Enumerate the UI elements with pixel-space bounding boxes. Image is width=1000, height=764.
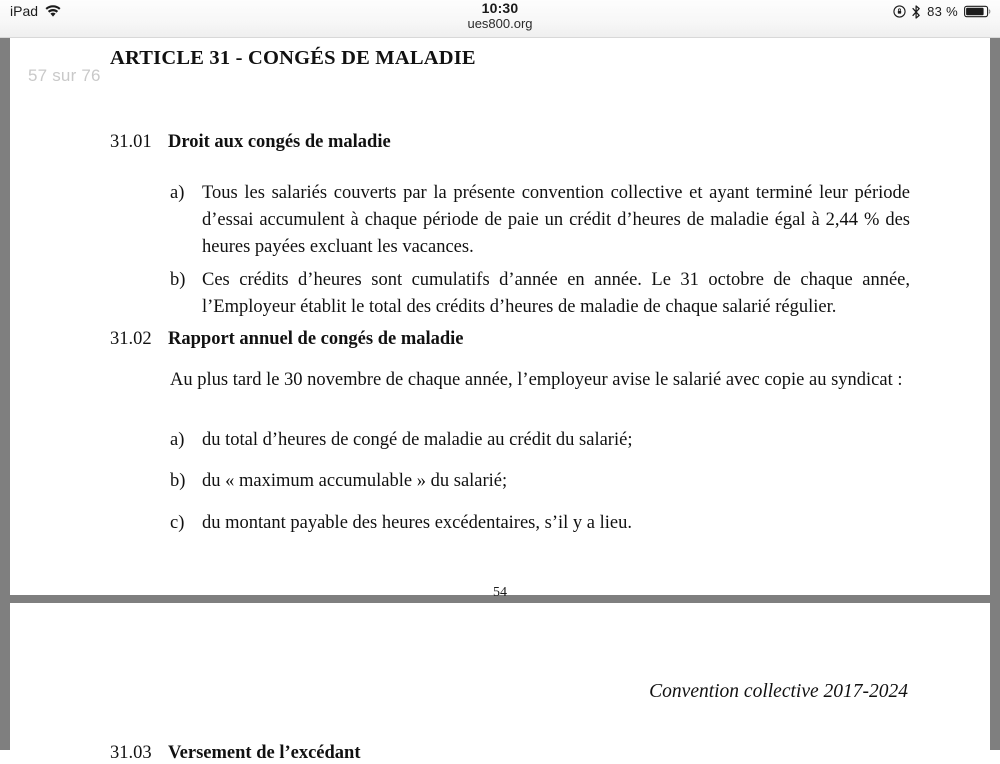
- list-item: [170, 267, 910, 321]
- section-title: Versement de l’excédant: [168, 743, 361, 763]
- page-counter-label: 57 sur 76: [28, 66, 101, 85]
- section-number: 31.03: [110, 743, 152, 763]
- running-header: Convention collective 2017-2024: [649, 681, 908, 702]
- bluetooth-icon: [912, 5, 921, 19]
- rotation-lock-icon: [893, 5, 906, 18]
- status-bar-center-group: [0, 1, 1000, 30]
- section-number: 31.02: [110, 329, 152, 349]
- device-label: iPad: [10, 3, 39, 19]
- list-item: [170, 427, 910, 454]
- list-item-text: du montant payable des heures excédentaires, s’il y a lieu.: [202, 513, 632, 533]
- list-item-text: du « maximum accumulable » du salarié;: [202, 471, 508, 491]
- battery-percentage-label: 83 %: [927, 4, 958, 19]
- section-intro-paragraph: Au plus tard le 30 novembre de chaque année, l’employeur avise le salarié avec copie au syndicat :: [170, 370, 903, 390]
- clock-time: 10:30: [481, 0, 519, 16]
- list-item: [170, 510, 910, 537]
- section-heading-31-03: [110, 743, 910, 764]
- list-item-text: Tous les salariés couverts par la présente convention collective et ayant terminé leur période d’essai accumulent à chaque période de paie un crédit d’heures de maladie égal à 2,44 % des heures payées excluant les vacances.: [202, 183, 910, 257]
- pdf-page-2[interactable]: [10, 603, 990, 763]
- section-heading-31-02: [110, 329, 910, 350]
- list-marker: a): [170, 183, 185, 203]
- list-marker: b): [170, 270, 186, 290]
- list-marker: c): [170, 513, 185, 533]
- page-folio-number: 54: [493, 585, 507, 600]
- section-number: 31.01: [110, 132, 152, 152]
- article-heading: ARTICLE 31 - CONGÉS DE MALADIE: [110, 47, 476, 69]
- pdf-page-1[interactable]: [10, 38, 990, 600]
- battery-icon: [964, 5, 991, 18]
- section-title: Rapport annuel de congés de maladie: [168, 329, 464, 349]
- list-marker: a): [170, 430, 185, 450]
- list-item: [170, 468, 910, 495]
- section-heading-31-01: [110, 132, 910, 153]
- ios-status-bar: [0, 0, 1000, 38]
- list-item: [170, 180, 910, 261]
- list-item-text: Ces crédits d’heures sont cumulatifs d’année en année. Le 31 octobre de chaque année, l’Employeur établit le total des crédits d’heures de maladie de chaque salarié régulier.: [202, 270, 910, 317]
- page-url-label: ues800.org: [467, 15, 533, 31]
- status-bar-right-group: [893, 4, 991, 19]
- list-item-text: du total d’heures de congé de maladie au crédit du salarié;: [202, 430, 633, 450]
- list-marker: b): [170, 471, 186, 491]
- pdf-viewer-area[interactable]: [0, 38, 1000, 763]
- section-title: Droit aux congés de maladie: [168, 132, 391, 152]
